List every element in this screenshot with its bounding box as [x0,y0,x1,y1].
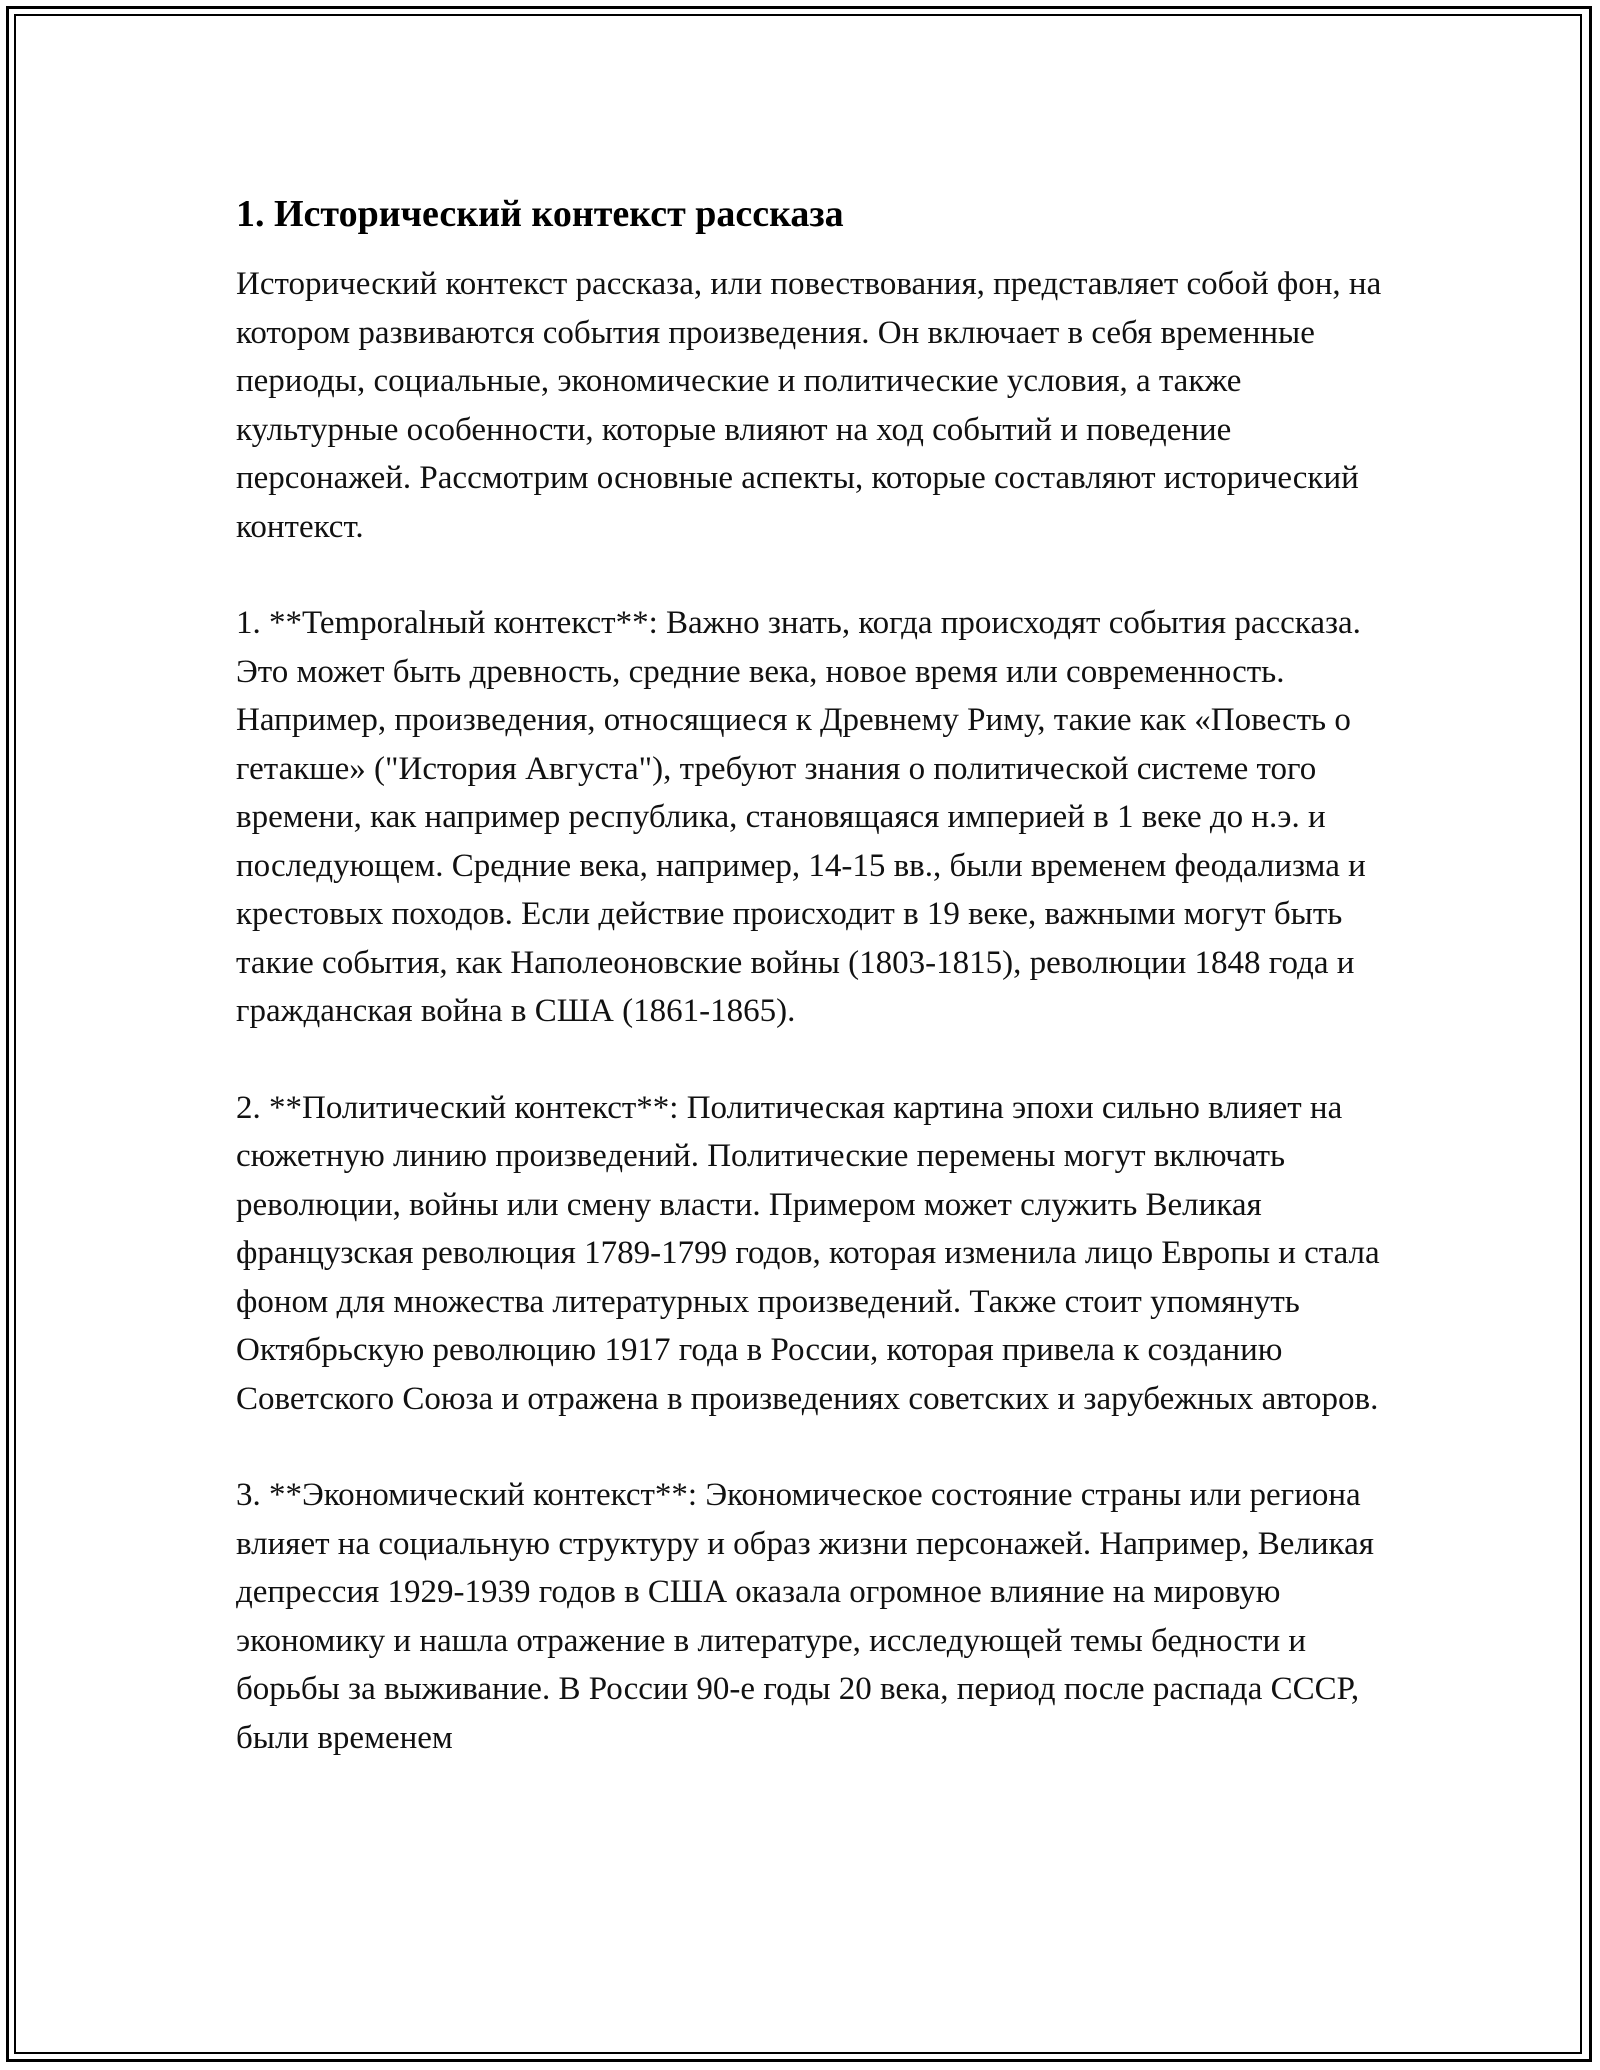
paragraph-intro: Исторический контекст рассказа, или повествования, представляет собой фон, на котором развиваются события произведения. Он включает в себя временные периоды, социальные, экономические и политические условия, а также культурные особенности, которые влияют на ход событий и поведение персонажей. Рассмотрим основные аспекты, которые составляют исторический контекст. [236,266,1382,545]
section-heading: 1. Исторический контекст рассказа [236,193,844,235]
document-page [236,190,1396,1810]
paragraph-temporal-context: 1. **Temporalный контекст**: Важно знать, когда происходят события рассказа. Это может быть древность, средние века, новое время или современность. Например, произведения, относящиеся к Древнему Риму, такие как «Повесть о гетакше» ("История Августа"), требуют знания о политической системе того времени, как например республика, становящаяся империей в 1 веке до н.э. и последующем. Средние века, например, 14-15 вв., были временем феодализма и крестовых походов. Если действие происходит в 19 веке, важными могут быть такие события, как Наполеоновские войны (1803-1815), революции 1848 года и гражданская война в США (1861-1865). [236,605,1366,1029]
paragraph-political-context: 2. **Политический контекст**: Политическая картина эпохи сильно влияет на сюжетную линию произведений. Политические перемены могут включать революции, войны или смену власти. Примером может служить Великая французская революция 1789-1799 годов, которая изменила лицо Европы и стала фоном для множества литературных произведений. Также стоит упомянуть Октябрьскую революцию 1917 года в России, которая привела к созданию Советского Союза и отражена в произведениях советских и зарубежных авторов. [236,1089,1380,1417]
paragraph-economic-context: 3. **Экономический контекст**: Экономическое состояние страны или региона влияет на социальную структуру и образ жизни персонажей. Например, Великая депрессия 1929-1939 годов в США оказала огромное влияние на мировую экономику и нашла отражение в литературе, исследующей темы бедности и борьбы за выживание. В России 90-е годы 20 века, период после распада СССР, были временем [236,1477,1374,1756]
